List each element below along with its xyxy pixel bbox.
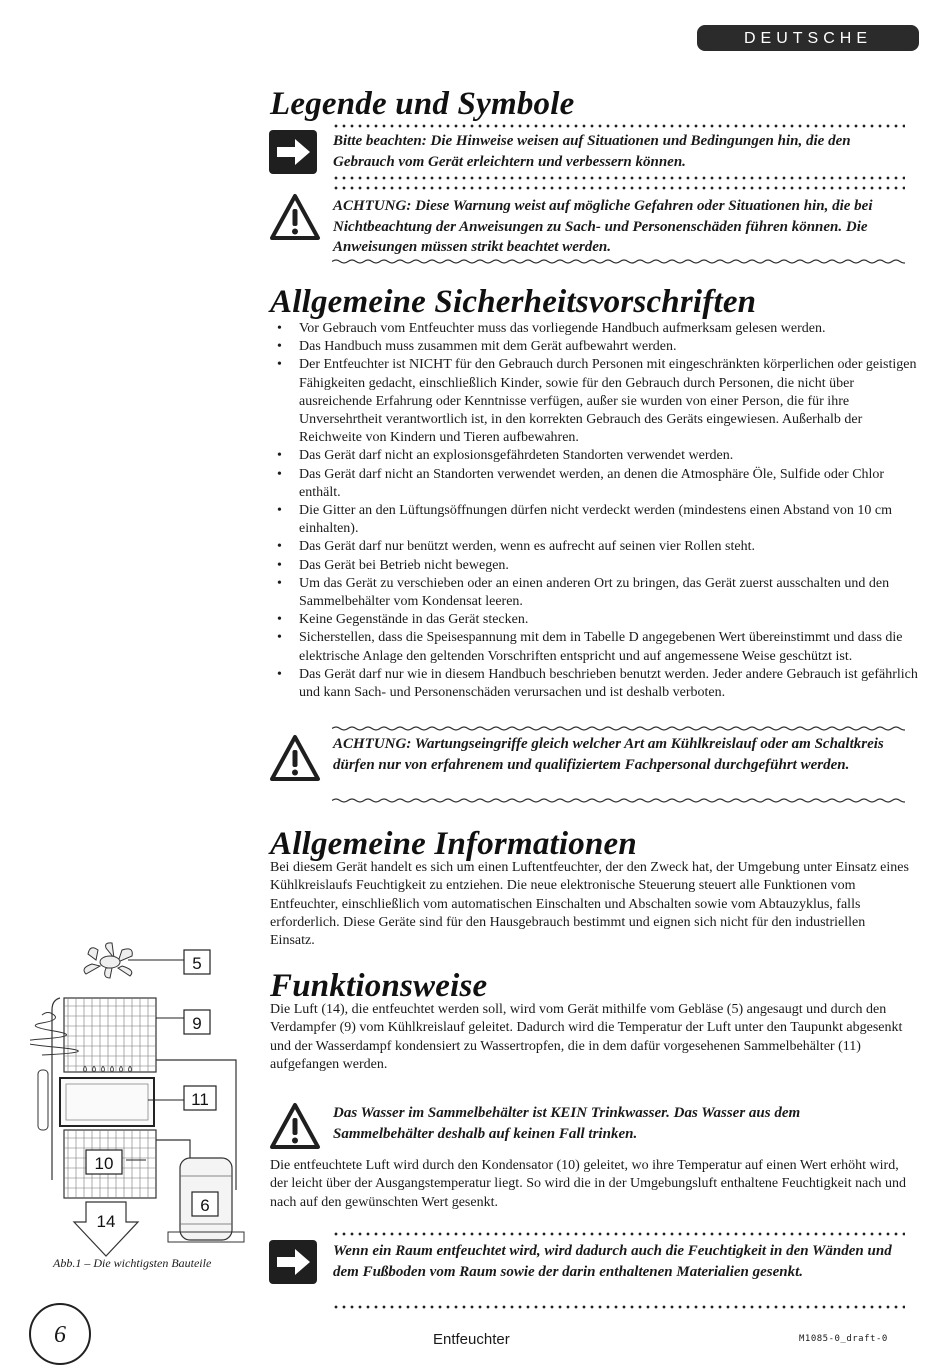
list-item: • Das Gerät bei Betrieb nicht bewegen. [277,557,922,575]
figure-label: 11 [191,1090,209,1109]
legend-note-text: Bitte beachten: Die Hinweise weisen auf Situationen und Bedingungen hin, die den Gebrauch vom Gerät erleichtern und verbessern können. [333,133,851,170]
figure-label: 14 [96,1212,116,1231]
figure-label: 5 [192,954,202,973]
arrow-note-icon [269,130,317,174]
figure-label: 9 [192,1014,202,1033]
dotted-divider [332,1305,905,1309]
wavy-divider [332,258,905,265]
list-item: • Das Gerät darf nicht an Standorten verwendet werden, an denen die Atmosphäre Öle, Sulfide oder Chlor enthält. [277,466,922,502]
warning-icon [269,193,317,237]
list-item: • Das Gerät darf nur wie in diesem Handbuch beschrieben benutzt werden. Jeder andere Gebrauch ist gefährlich und kann Sach- und Personenschäden verursachen und ist deshalb verboten. [277,666,922,702]
list-item: • Keine Gegenstände in das Gerät stecken. [277,611,922,629]
document-code: M1085-0_draft-0 [799,1334,888,1344]
function-paragraph-1: Die Luft (14), die entfeuchtet werden soll, wird vom Gerät mithilfe vom Gebläse (5) angesaugt und durch den Verdampfer (9) vom Kühlkreislauf geleitet. Dadurch wird die Temperatur der Luft unter den Taupunkt abgesenkt und der Wasserdampf kondensiert zu Wassertropfen, die in dem dafür vorgesehenen Sammelbehälter (11) aufgefangen werden. [270,1002,903,1072]
list-item: • Sicherstellen, dass die Speisespannung mit dem in Tabelle D angegebenen Wert übereinstimmt und dass die elektrische Anlage den geltenden Vorschriften entspricht und auf angemessene Weise geschützt ist. [277,629,922,665]
info-paragraph: Bei diesem Gerät handelt es sich um einen Luftentfeuchter, der den Zweck hat, der Umgebung unter Einsatz eines Kühlkreislaufs Feuchtigkeit zu entziehen. Die neue elektronische Steuerung steuert alle Funktionen vom Entfeuchter, einschließlich vom automatischen Einschalten und Abschalten sowie vom Abtauzyklus, falls erforderlich. Diese Geräte sind für den Hausgebrauch bestimmt und eignen sich nicht für den industriellen Einsatz. [270,860,909,949]
legend-warning-text: ACHTUNG: Diese Warnung weist auf mögliche Gefahren oder Situationen hin, die bei Nichtbeachtung der Anweisungen zu Sach- und Personenschäden führen können. Die Anweisungen müssen strikt beachtet werden. [333,198,873,255]
function-warning-text: Das Wasser im Sammelbehälter ist KEIN Trinkwasser. Das Wasser aus dem Sammelbehälter deshalb auf keinen Fall trinken. [333,1105,801,1142]
figure-caption: Abb.1 – Die wichtigsten Bauteile [53,1256,212,1270]
footer-title: Entfeuchter [433,1331,510,1348]
section-title-info: Allgemeine Informationen [270,826,637,862]
wavy-divider [332,797,905,804]
wavy-divider [332,725,905,732]
safety-list [277,320,922,702]
dotted-divider [332,1232,905,1236]
dotted-divider [332,186,905,190]
list-item: • Die Gitter an den Lüftungsöffnungen dürfen nicht verdeckt werden (mindestens einen Abstand von 10 cm einhalten). [277,502,922,538]
figure-label: 10 [94,1154,114,1173]
safety-warning-text: ACHTUNG: Wartungseingriffe gleich welcher Art am Kühlkreislauf oder am Schaltkreis dürfen nur von erfahrenem und qualifiziertem Fachpersonal durchgeführt werden. [333,736,884,773]
warning-icon [269,1102,317,1146]
figure-label: 6 [200,1196,210,1215]
fan-icon [84,943,132,978]
list-item: • Vor Gebrauch vom Entfeuchter muss das vorliegende Handbuch aufmerksam gelesen werden. [277,320,922,338]
warning-icon [269,734,317,778]
list-item: • Das Gerät darf nicht an explosionsgefährdeten Standorten verwendet werden. [277,447,922,465]
list-item: • Das Gerät darf nur benützt werden, wenn es aufrecht auf seinen vier Rollen steht. [277,538,922,556]
section-title-safety: Allgemeine Sicherheitsvorschriften [270,284,757,320]
page-number: 6 [29,1303,91,1365]
function-paragraph-2: Die entfeuchtete Luft wird durch den Kondensator (10) geleitet, wo ihre Temperatur auf einen Wert erhöht wird, der leicht über der Ausgangstemperatur liegt. So wird die in der Umgebungsluft enthaltene Feuchtigkeit nach und nach auf den gewünschten Wert gesenkt. [270,1158,907,1210]
components-diagram [30,940,245,1270]
dotted-divider [332,176,905,180]
function-note-text: Wenn ein Raum entfeuchtet wird, wird dadurch auch die Feuchtigkeit in den Wänden und dem Fußboden vom Raum sowie der darin enthaltenen Materialien gesenkt. [333,1243,892,1280]
arrow-note-icon [269,1240,317,1284]
language-tab: DEUTSCHE [697,25,919,51]
list-item: • Das Handbuch muss zusammen mit dem Gerät aufbewahrt werden. [277,338,922,356]
section-title-legend: Legende und Symbole [270,86,575,122]
list-item: • Um das Gerät zu verschieben oder an einen anderen Ort zu bringen, das Gerät zuerst ausschalten und den Sammelbehälter vom Kondensat leeren. [277,575,922,611]
dotted-divider [332,124,905,128]
section-title-function: Funktionsweise [270,968,488,1004]
list-item: • Der Entfeuchter ist NICHT für den Gebrauch durch Personen mit eingeschränkten körperlichen oder geistigen Fähigkeiten gedacht, einschließlich Kinder, sowie für den Gebrauch durch Personen, die nicht über ausreichende Erfahrung oder Kenntnisse verfügen, außer sie wurden von einer Person, die für ihre Unversehrtheit verantwortlich ist, in den korrekten Gebrauch des Geräts eingewiesen. Außerhalb der Reichweite von Kindern und Tieren aufbewahren. [277,356,922,447]
